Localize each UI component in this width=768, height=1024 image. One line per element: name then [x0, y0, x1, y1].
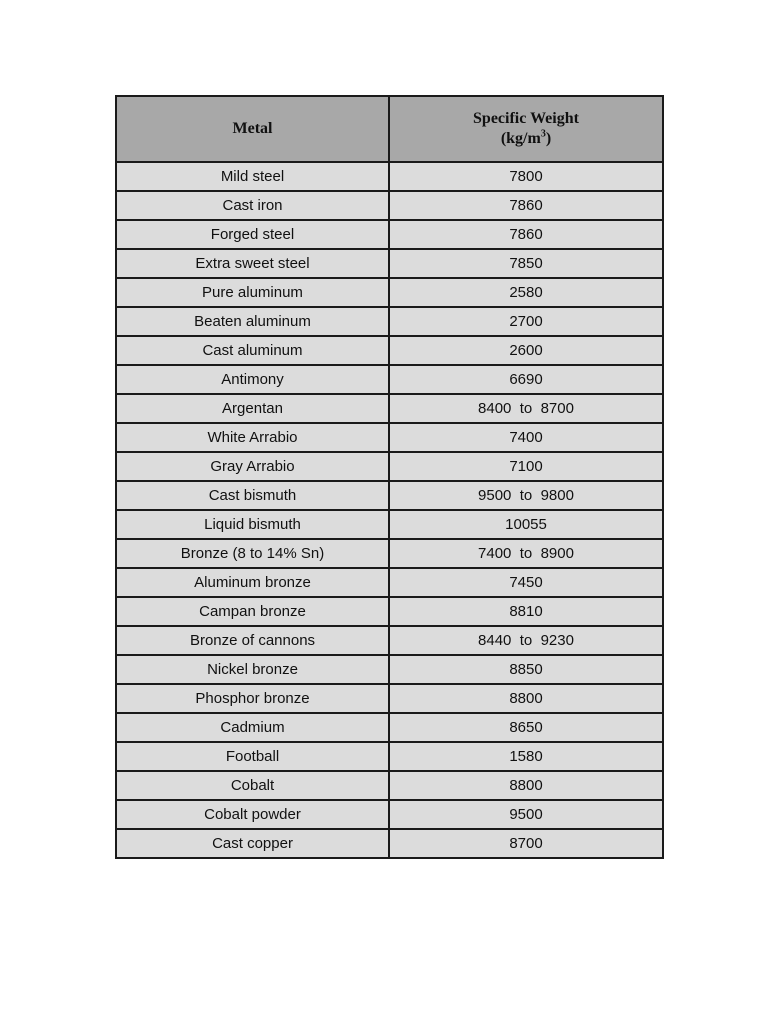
specific-weight-cell: 8440 to 9230	[389, 626, 663, 655]
table-row	[116, 684, 663, 713]
specific-weight-cell: 7400 to 8900	[389, 539, 663, 568]
specific-weight-cell: 9500	[389, 800, 663, 829]
table-row	[116, 568, 663, 597]
specific-weight-cell: 7100	[389, 452, 663, 481]
specific-weight-header-label: Specific Weight	[473, 110, 579, 127]
table-row	[116, 423, 663, 452]
table-row	[116, 278, 663, 307]
table-row	[116, 307, 663, 336]
metal-name-cell: Cast iron	[116, 191, 389, 220]
specific-weight-cell: 10055	[389, 510, 663, 539]
specific-weight-cell: 7860	[389, 191, 663, 220]
metal-name-cell: Cobalt powder	[116, 800, 389, 829]
table-row	[116, 336, 663, 365]
unit-suffix: )	[545, 130, 552, 147]
specific-weight-cell: 9500 to 9800	[389, 481, 663, 510]
unit-prefix: (kg/m	[500, 130, 541, 147]
table-row	[116, 771, 663, 800]
specific-weight-cell: 8810	[389, 597, 663, 626]
table-row	[116, 742, 663, 771]
table-row	[116, 162, 663, 191]
table-row	[116, 220, 663, 249]
metal-name-cell: Gray Arrabio	[116, 452, 389, 481]
metal-name-cell: Cast copper	[116, 829, 389, 858]
table-header	[116, 96, 663, 162]
table-row	[116, 713, 663, 742]
specific-weight-cell: 8700	[389, 829, 663, 858]
specific-weight-cell: 1580	[389, 742, 663, 771]
table-row	[116, 191, 663, 220]
specific-weight-cell: 6690	[389, 365, 663, 394]
metal-name-cell: Argentan	[116, 394, 389, 423]
metal-name-cell: Cadmium	[116, 713, 389, 742]
specific-weight-cell: 7850	[389, 249, 663, 278]
metal-name-cell: White Arrabio	[116, 423, 389, 452]
table-row	[116, 510, 663, 539]
table-row	[116, 800, 663, 829]
specific-weight-table	[115, 95, 664, 859]
specific-weight-unit	[390, 129, 662, 149]
metal-name-cell: Cast bismuth	[116, 481, 389, 510]
table-row	[116, 365, 663, 394]
metal-name-cell: Bronze (8 to 14% Sn)	[116, 539, 389, 568]
metal-name-cell: Forged steel	[116, 220, 389, 249]
metal-name-cell: Antimony	[116, 365, 389, 394]
table-row	[116, 655, 663, 684]
table-row	[116, 626, 663, 655]
table-body	[116, 162, 663, 858]
table-row	[116, 539, 663, 568]
table-row	[116, 249, 663, 278]
table-row	[116, 481, 663, 510]
metal-name-cell: Football	[116, 742, 389, 771]
specific-weight-cell: 8800	[389, 771, 663, 800]
specific-weight-cell: 7800	[389, 162, 663, 191]
specific-weight-cell: 8400 to 8700	[389, 394, 663, 423]
specific-weight-column-header	[389, 96, 663, 162]
specific-weight-table-container	[115, 95, 662, 859]
table-row	[116, 829, 663, 858]
specific-weight-cell: 7450	[389, 568, 663, 597]
metal-name-cell: Nickel bronze	[116, 655, 389, 684]
unit-exponent: 3	[540, 128, 546, 140]
table-row	[116, 452, 663, 481]
metal-header-label: Metal	[232, 120, 273, 137]
specific-weight-cell: 2700	[389, 307, 663, 336]
metal-name-cell: Cast aluminum	[116, 336, 389, 365]
metal-name-cell: Beaten aluminum	[116, 307, 389, 336]
metal-name-cell: Bronze of cannons	[116, 626, 389, 655]
metal-name-cell: Mild steel	[116, 162, 389, 191]
metal-name-cell: Cobalt	[116, 771, 389, 800]
metal-name-cell: Campan bronze	[116, 597, 389, 626]
metal-name-cell: Pure aluminum	[116, 278, 389, 307]
metal-name-cell: Liquid bismuth	[116, 510, 389, 539]
table-row	[116, 597, 663, 626]
specific-weight-cell: 7400	[389, 423, 663, 452]
metal-name-cell: Phosphor bronze	[116, 684, 389, 713]
specific-weight-cell: 2580	[389, 278, 663, 307]
header-row	[116, 96, 663, 162]
specific-weight-cell: 2600	[389, 336, 663, 365]
specific-weight-cell: 7860	[389, 220, 663, 249]
metal-name-cell: Aluminum bronze	[116, 568, 389, 597]
metal-name-cell: Extra sweet steel	[116, 249, 389, 278]
specific-weight-cell: 8650	[389, 713, 663, 742]
metal-column-header	[116, 96, 389, 162]
specific-weight-cell: 8850	[389, 655, 663, 684]
table-row	[116, 394, 663, 423]
specific-weight-cell: 8800	[389, 684, 663, 713]
